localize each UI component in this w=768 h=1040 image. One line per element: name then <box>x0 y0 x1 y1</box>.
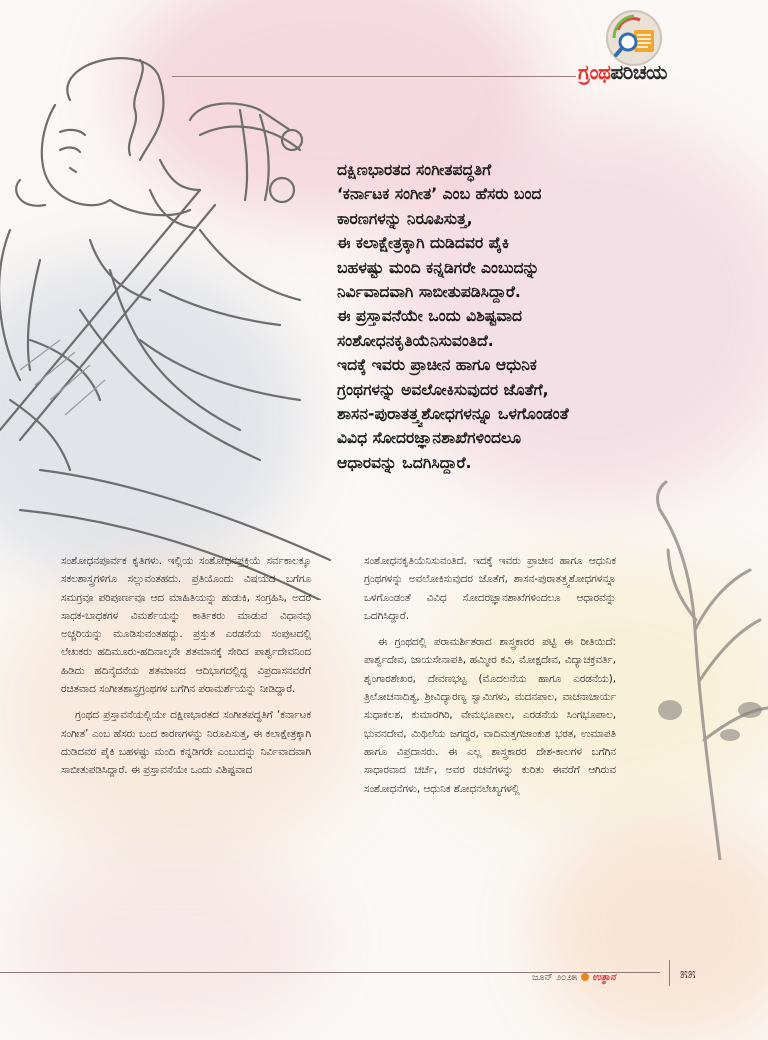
footer-issue: ಜೂನ್ ೨೦೨೫ <box>532 972 578 983</box>
pull-quote-line: ‘ಕರ್ನಾಟಕ ಸಂಗೀತ’ ಎಂಬ ಹೆಸರು ಬಂದ <box>337 185 542 204</box>
pull-quote-line: ಇದಕ್ಕೆ ಇವರು ಪ್ರಾಚೀನ ಹಾಗೂ ಆಧುನಿಕ <box>337 356 537 375</box>
footer-magazine-name: ಉತ್ಥಾನ <box>592 972 616 983</box>
pull-quote-line: ದಕ್ಷಿಣಭಾರತದ ಸಂಗೀತಪದ್ಧತಿಗೆ <box>337 161 492 179</box>
body-paragraph: ಈ ಗ್ರಂಥದಲ್ಲಿ ಪರಾಮರ್ಶಿತರಾದ ಶಾಸ್ತ್ರಕಾರರ ಪಟ್ಟಿ ಈ ರೀತಿಯಿದೆ: ಪಾರ್ಶ್ವದೇವ, ಜಾಯಸೇನಾಪತಿ, ಹಮ್ಮೀರ ಕವಿ, ಮೋಕ್ಷದೇವ, ವಿದ್ಯಾಚಕ್ರವರ್ತಿ, ಶೃಂಗಾರಶೇಖರ, ದೇವಣಭಟ್ಟ (ಮೊದಲನೆಯ ಹಾಗೂ ಎರಡನೆಯ), ತ್ರಿಲೋಚನಾದಿತ್ಯ, ಶ್ರೀವಿದ್ಯಾರಣ್ಯ ಸ್ವಾಮಿಗಳು, ಮದನಪಾಲ, ವಾಚನಾಚಾರ್ಯ ಸುಧಾಕಲಶ, ಕುಮಾರಗಿರಿ, ವೇಮಭೂಪಾಲ, ಎರಡನೆಯ ಸಿಂಗಭೂಪಾಲ, ಭುವನದೇವ, ಮಿಥಿಲೆಯ ಜಗದ್ಧರ, ವಾದಿಮತ್ತಗಜಾಂಕುಶ ಭರತ, ಉಮಾಪತಿ ಹಾಗೂ ವಿಪ್ರದಾಸರು. ಈ ಎಲ್ಲ ಶಾಸ್ತ್ರಕಾರರ ದೇಶ-ಕಾಲಗಳ ಬಗೆಗಿನ ಸಾಧಾರವಾದ ಚರ್ಚೆ, ಅವರ ರಚನೆಗಳನ್ನು ಕುರಿತು ಈವರೆಗೆ ಆಗಿರುವ ಸಂಶೋಧನೆಗಳು, ಆಧುನಿಕ ಶೋಧನಲೇಖ್ಯಗಳಲ್ಲಿ <box>364 636 616 795</box>
body-column-left <box>61 552 311 780</box>
pull-quote-line: ಈ ಪ್ರಸ್ತಾವನೆಯೇ ಒಂದು ವಿಶಿಷ್ಟವಾದ <box>337 307 523 326</box>
body-paragraph: ಗ್ರಂಥದ ಪ್ರಸ್ತಾವನೆಯಲ್ಲಿಯೇ ದಕ್ಷಿಣಭಾರತದ ಸಂಗೀತಪದ್ಧತಿಗೆ ‘ಕರ್ನಾಟಕ ಸಂಗೀತ’ ಎಂಬ ಹೆಸರು ಬಂದ ಕಾರಣಗಳನ್ನು ನಿರೂಪಿಸುತ್ತ, ಈ ಕಲಾಕ್ಷೇತ್ರಕ್ಕಾಗಿ ದುಡಿದವರ ಪೈಕಿ ಬಹಳಷ್ಟು ಮಂದಿ ಕನ್ನಡಿಗರೇ ಎಂಬುದನ್ನು ನಿರ್ವಿವಾದವಾಗಿ ಸಾಬೀತುಪಡಿಸಿದ್ದಾರೆ. ಈ ಪ್ರಸ್ತಾವನೆಯೇ ಒಂದು ವಿಶಿಷ್ಟವಾದ <box>61 709 311 777</box>
background-wash <box>20 850 320 1030</box>
pull-quote-line: ಈ ಕಲಾಕ್ಷೇತ್ರಕ್ಕಾಗಿ ದುಡಿದವರ ಪೈಕಿ <box>337 234 510 253</box>
footer-issue-info <box>532 972 616 983</box>
branch-decoration <box>600 480 768 860</box>
pull-quote-line: ಕಾರಣಗಳನ್ನು ನಿರೂಪಿಸುತ್ತ, <box>337 209 473 228</box>
pull-quote-line: ಆಧಾರವನ್ನು ಒದಗಿಸಿದ್ದಾರೆ. <box>337 453 472 472</box>
pull-quote-line: ಸಂಶೋಧನಕೃತಿಯೆನಿಸುವಂತಿದೆ. <box>337 331 494 350</box>
veena-player-illustration <box>0 40 360 600</box>
body-paragraph: ಸಂಶೋಧನಕೃತಿಯೆನಿಸುವಂತಿದೆ. ಇದಕ್ಕೆ ಇವರು ಪ್ರಾಚೀನ ಹಾಗೂ ಆಧುನಿಕ ಗ್ರಂಥಗಳನ್ನು ಅವಲೋಕಿಸುವುದರ ಜೊತೆಗೆ, ಶಾಸನ-ಪುರಾತತ್ತ್ವಶೋಧಗಳನ್ನೂ ಒಳಗೊಂಡಂತೆ ವಿವಿಧ ಸೋದರಜ್ಞಾನಶಾಖೆಗಳಿಂದಲೂ ಆಧಾರವನ್ನು ಒದಗಿಸಿದ್ದಾರೆ. <box>364 555 616 622</box>
pull-quote-line: ನಿರ್ವಿವಾದವಾಗಿ ಸಾಬೀತುಪಡಿಸಿದ್ದಾರೆ. <box>337 283 521 302</box>
section-title-accent: ಗ್ರಂಥ <box>578 60 611 84</box>
pull-quote-line: ಬಹಳಷ್ಟು ಮಂದಿ ಕನ್ನಡಿಗರೇ ಎಂಬುದನ್ನು <box>337 258 540 277</box>
footer-divider <box>669 960 670 986</box>
book-magnifier-icon <box>604 8 664 68</box>
page-number: ೫೫ <box>680 966 696 982</box>
pull-quote-line: ಶಾಸನ-ಪುರಾತತ್ತ್ವಶೋಧಗಳನ್ನೂ ಒಳಗೊಂಡಂತೆ <box>337 405 569 424</box>
section-title-rest: ಪರಿಚಯ <box>610 60 667 84</box>
footer-dot-icon <box>581 973 589 981</box>
pull-quote-line: ಗ್ರಂಥಗಳನ್ನು ಅವಲೋಕಿಸುವುದರ ಜೊತೆಗೆ, <box>337 380 549 399</box>
section-title <box>578 60 667 84</box>
body-column-right <box>364 552 616 798</box>
pull-quote-line: ವಿವಿಧ ಸೋದರಜ್ಞಾನಶಾಖೆಗಳಿಂದಲೂ <box>337 429 522 448</box>
header-rule <box>172 76 576 77</box>
body-paragraph: ಸಂಶೋಧನಪೂರ್ವಕ ಕೃತಿಗಳು. ಇಲ್ಲಿಯ ಸಂಶೋಧನಪ್ರಕ್ರಿಯೆ ಸರ್ವಕಾಲಕ್ಕೂ ಸಕಲಶಾಸ್ತ್ರಗಳಿಗೂ ಸಲ್ಲುವಂತಹದು. ಪ್ರತಿಯೊಂದು ವಿಷಯದ ಬಗೆಗೂ ಸಮಗ್ರವೂ ಪರಿಪೂರ್ಣವೂ ಆದ ಮಾಹಿತಿಯನ್ನು ಹುಡುಕಿ, ಸಂಗ್ರಹಿಸಿ, ಅದರ ಸಾಧಕ-ಬಾಧಕಗಳ ವಿಮರ್ಶೆಯನ್ನು ಕಾರ್ತಿಕರು ಮಾಡುವ ವಿಧಾನವು ಅಚ್ಚರಿಯನ್ನು ಮೂಡಿಸುವಂತಹದ್ದು. ಪ್ರಸ್ತುತ ಎರಡನೆಯ ಸಂಪುಟದಲ್ಲಿ ಲೇಖಕರು ಹದಿಮೂರು-ಹದಿನಾಲ್ಕನೇ ಶತಮಾನಕ್ಕೆ ಸೇರಿದ ಪಾರ್ಶ್ವದೇವನಿಂದ ಹಿಡಿದು ಹದಿನೈದನೆಯ ಶತಮಾನದ ಆದಿಭಾಗದಲ್ಲಿದ್ದ ವಿಪ್ರದಾಸನವರೆಗೆ ರಚಿತವಾದ ಸಂಗೀತಶಾಸ್ತ್ರಗ್ರಂಥಗಳ ಬಗೆಗಿನ ಪರಾಮರ್ಶೆಯನ್ನು ನೀಡಿದ್ದಾರೆ. <box>61 555 311 696</box>
pull-quote <box>337 158 709 475</box>
